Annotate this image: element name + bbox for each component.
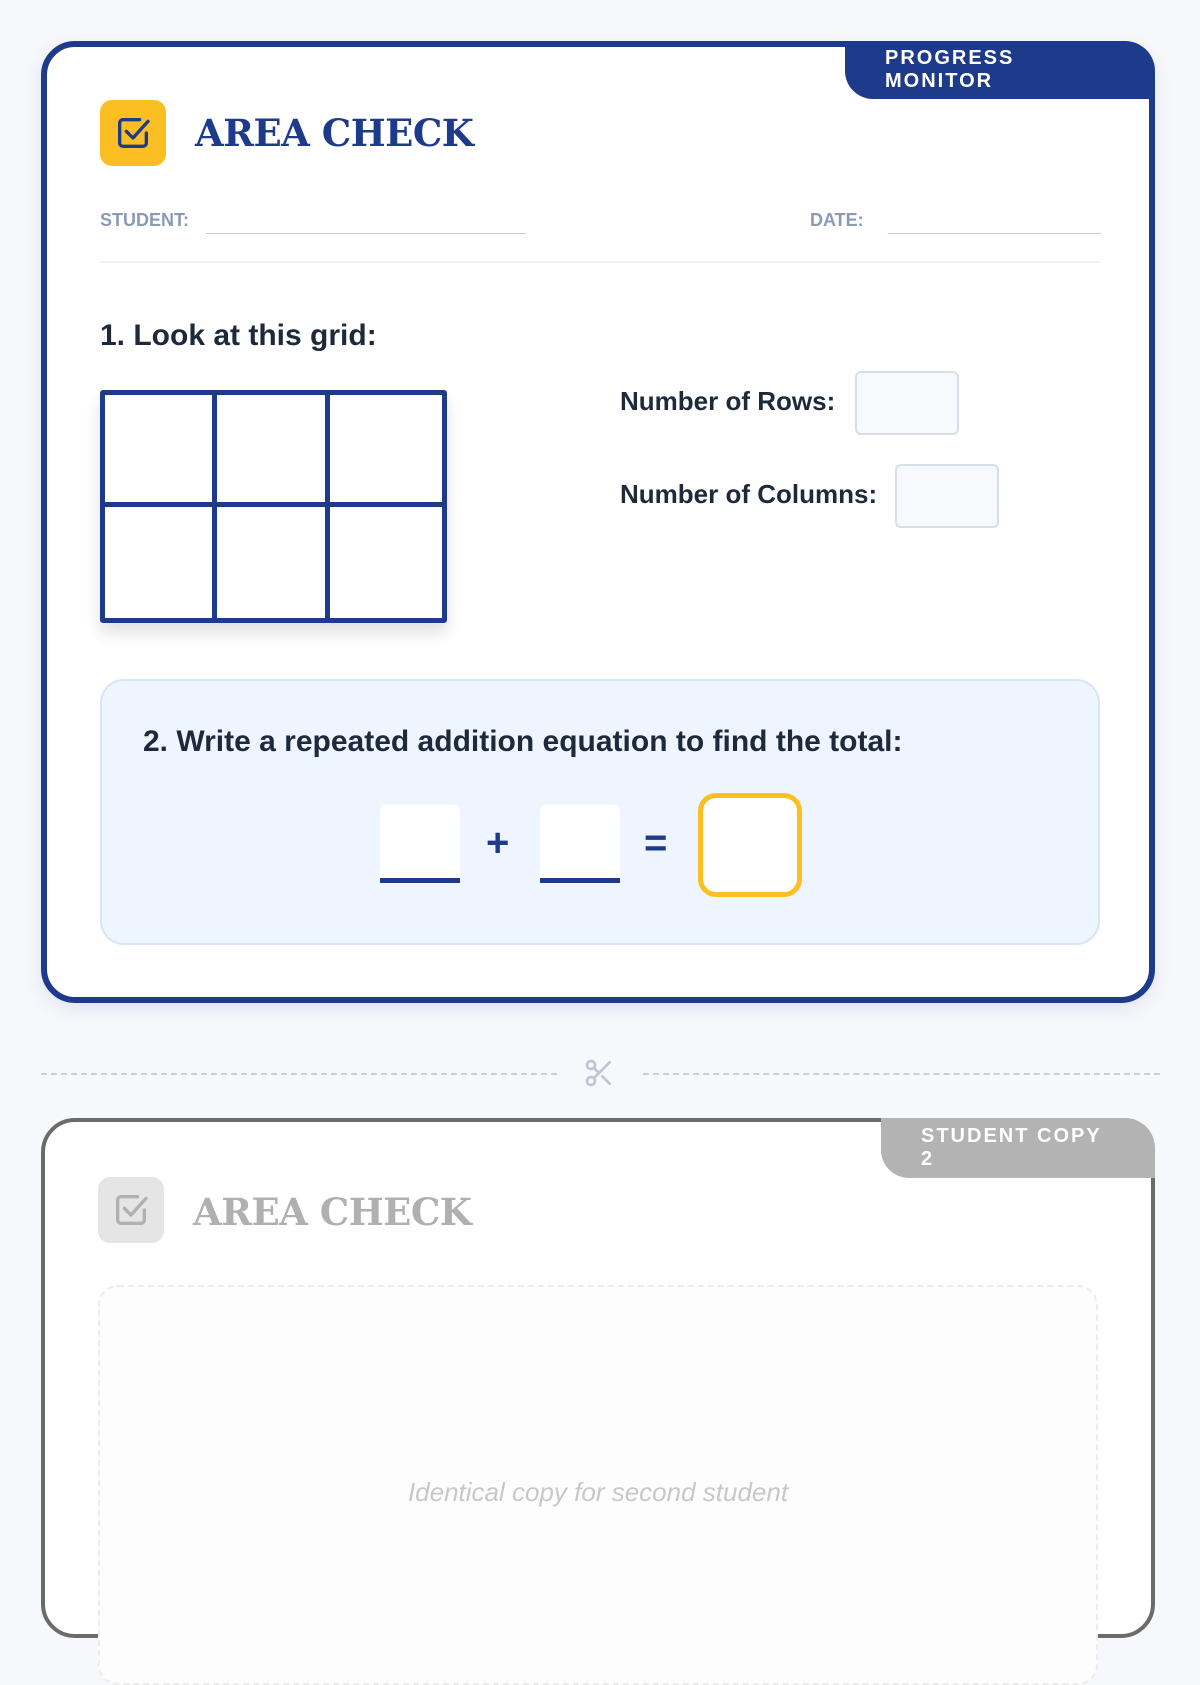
worksheet-card-progress-monitor — [41, 41, 1155, 1003]
addend-blank-1[interactable] — [380, 805, 460, 883]
checkbox-icon — [98, 1177, 164, 1243]
grid-cell — [217, 395, 329, 507]
cut-line-right — [643, 1073, 1160, 1075]
header-divider — [100, 261, 1100, 263]
grid-cell — [330, 507, 442, 619]
columns-label: Number of Columns: — [620, 479, 878, 509]
equation-panel — [100, 679, 1100, 945]
placeholder-text: Identical copy for second student — [407, 1477, 789, 1507]
cut-line-left — [41, 1073, 557, 1075]
columns-answer-box[interactable] — [895, 464, 999, 528]
student-copy-tab: STUDENT COPY 2 — [881, 1118, 1155, 1178]
grid-cell — [105, 395, 217, 507]
rows-label: Number of Rows: — [620, 386, 836, 416]
scissors-icon — [583, 1057, 615, 1094]
grid-cell — [330, 395, 442, 507]
worksheet-card-student-copy — [41, 1118, 1155, 1638]
rows-answer-box[interactable] — [855, 371, 959, 435]
worksheet-title: AREA CHECK — [193, 1190, 472, 1234]
student-label: STUDENT: — [100, 210, 189, 230]
date-line[interactable] — [888, 233, 1101, 234]
question-1: 1. Look at this grid: — [100, 319, 377, 352]
student-name-line[interactable] — [206, 233, 526, 234]
question-2: 2. Write a repeated addition equation to find the total: — [143, 725, 903, 758]
equals-sign: = — [644, 821, 668, 865]
area-grid — [100, 390, 447, 623]
copy-placeholder — [98, 1285, 1098, 1685]
grid-cell — [105, 507, 217, 619]
addend-blank-2[interactable] — [540, 805, 620, 883]
date-label: DATE: — [810, 210, 864, 230]
plus-sign: + — [486, 821, 510, 865]
grid-cell — [217, 507, 329, 619]
total-answer-box[interactable] — [698, 793, 802, 897]
worksheet-title: AREA CHECK — [195, 111, 474, 155]
checkbox-icon — [100, 100, 166, 166]
progress-monitor-tab: PROGRESS MONITOR — [845, 41, 1155, 99]
